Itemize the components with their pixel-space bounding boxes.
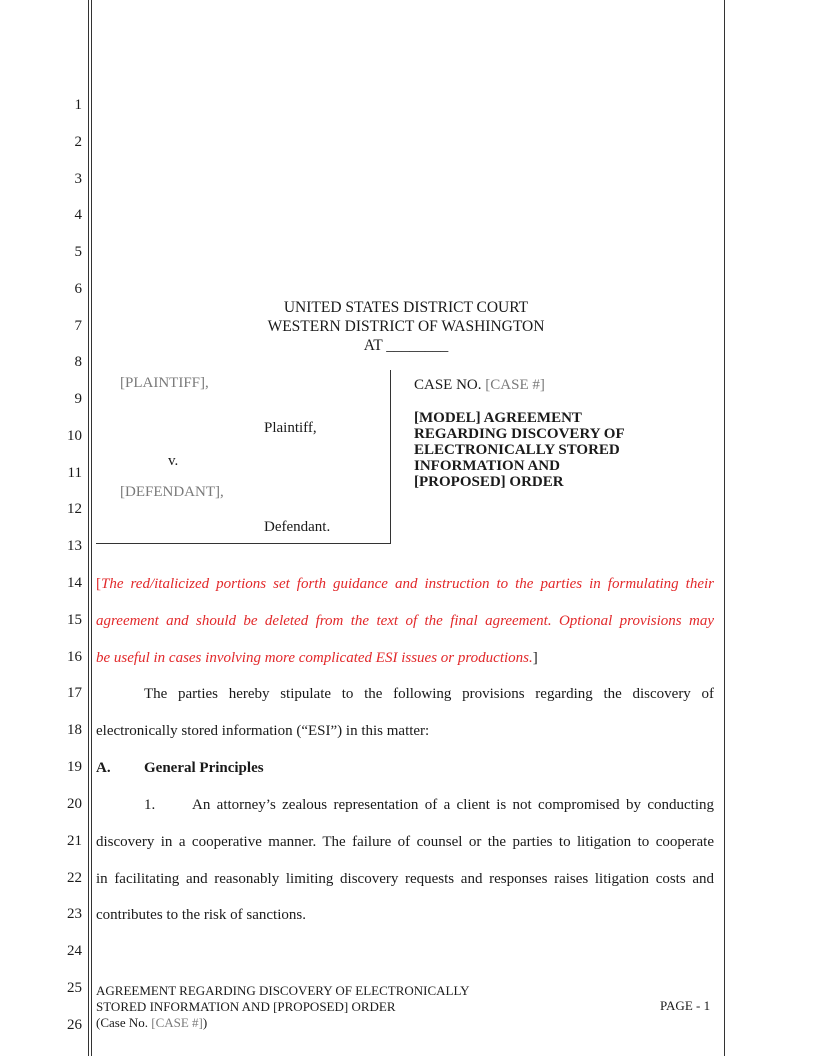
- court-district: WESTERN DISTRICT OF WASHINGTON: [267, 318, 545, 335]
- para1-line-1: An attorney’s zealous representation of a client is not compromised by conducting: [192, 797, 714, 813]
- line-number: 7: [74, 318, 82, 334]
- line-number: 10: [67, 428, 82, 444]
- guidance-text: be useful in cases involving more complicated ESI issues or productions.: [96, 650, 533, 666]
- line-number: 11: [67, 465, 82, 481]
- case-number-label: CASE NO.: [414, 377, 482, 393]
- section-heading: General Principles: [144, 760, 264, 776]
- line-number: 18: [67, 722, 82, 738]
- left-margin-rule-outer: [88, 0, 89, 1056]
- line-number: 16: [67, 649, 82, 665]
- plaintiff-label: Plaintiff,: [264, 420, 317, 436]
- left-margin-rule-inner: [91, 0, 92, 1056]
- guidance-close-bracket: ]: [532, 650, 538, 666]
- line-number: 9: [74, 391, 82, 407]
- footer-case-number: [96, 1015, 470, 1031]
- paragraph-number: 1.: [144, 797, 156, 813]
- footer-case-placeholder: [CASE #]: [151, 1015, 203, 1030]
- defendant-placeholder: [DEFENDANT],: [120, 484, 224, 500]
- section-letter: A.: [96, 760, 111, 776]
- line-number: 6: [74, 281, 82, 297]
- line-number: 19: [67, 759, 82, 775]
- line-number: 14: [67, 575, 82, 591]
- para1-line-2: discovery in a cooperative manner. The failure of counsel or the parties to litigation to cooperate: [96, 834, 714, 850]
- line-number: 22: [67, 870, 82, 886]
- line-number: 8: [74, 354, 82, 370]
- right-margin-rule: [724, 0, 725, 1056]
- court-name: UNITED STATES DISTRICT COURT: [283, 299, 529, 316]
- line-number: 24: [67, 943, 82, 959]
- line-number: 1: [74, 97, 82, 113]
- case-number: [414, 376, 545, 394]
- caption-vertical-rule: [390, 370, 391, 544]
- document-title: [414, 410, 714, 490]
- guidance-text: The red/italicized portions set forth guidance and instruction to the parties in formulating their: [101, 576, 714, 592]
- line-number: 21: [67, 833, 82, 849]
- court-location: AT ________: [363, 337, 449, 354]
- title-line: INFORMATION AND: [414, 458, 560, 474]
- footer-case-prefix: (Case No.: [96, 1015, 148, 1030]
- line-number: 13: [67, 538, 82, 554]
- line-number: 26: [67, 1017, 82, 1033]
- intro-line-1: The parties hereby stipulate to the following provisions regarding the discovery of: [144, 686, 714, 702]
- line-number: 4: [74, 207, 82, 223]
- title-line: REGARDING DISCOVERY OF: [414, 426, 625, 442]
- footer-title-line-1: AGREEMENT REGARDING DISCOVERY OF ELECTRONICALLY: [96, 983, 470, 998]
- title-line: [MODEL] AGREEMENT: [414, 410, 582, 426]
- line-number: 17: [67, 685, 82, 701]
- line-number: 25: [67, 980, 82, 996]
- page-footer: [96, 983, 470, 1031]
- footer-case-suffix: ): [202, 1015, 208, 1030]
- guidance-line-2: agreement and should be deleted from the text of the final agreement. Optional provisions may: [96, 613, 714, 629]
- para1-line-4: contributes to the risk of sanctions.: [96, 907, 306, 923]
- title-line: ELECTRONICALLY STORED: [414, 442, 620, 458]
- plaintiff-placeholder: [PLAINTIFF],: [120, 375, 209, 391]
- page-number: PAGE - 1: [660, 998, 711, 1013]
- caption-horizontal-rule: [96, 543, 391, 544]
- line-number: 15: [67, 612, 82, 628]
- line-number: 2: [74, 134, 82, 150]
- guidance-open-bracket: [: [96, 576, 101, 592]
- guidance-line-3: [96, 649, 538, 667]
- case-number-placeholder: [CASE #]: [485, 377, 545, 393]
- line-number: 23: [67, 906, 82, 922]
- defendant-label: Defendant.: [264, 519, 331, 535]
- versus-label: v.: [168, 453, 179, 469]
- footer-title-line-2: STORED INFORMATION AND [PROPOSED] ORDER: [96, 999, 396, 1014]
- line-number: 12: [67, 501, 82, 517]
- intro-line-2: electronically stored information (“ESI”) in this matter:: [96, 723, 430, 739]
- line-number: 20: [67, 796, 82, 812]
- title-line: [PROPOSED] ORDER: [414, 474, 564, 490]
- line-number: 5: [74, 244, 82, 260]
- para1-line-3: in facilitating and reasonably limiting discovery requests and responses raises litigation costs and: [96, 871, 714, 887]
- guidance-line-1: [96, 575, 714, 593]
- line-number: 3: [74, 171, 82, 187]
